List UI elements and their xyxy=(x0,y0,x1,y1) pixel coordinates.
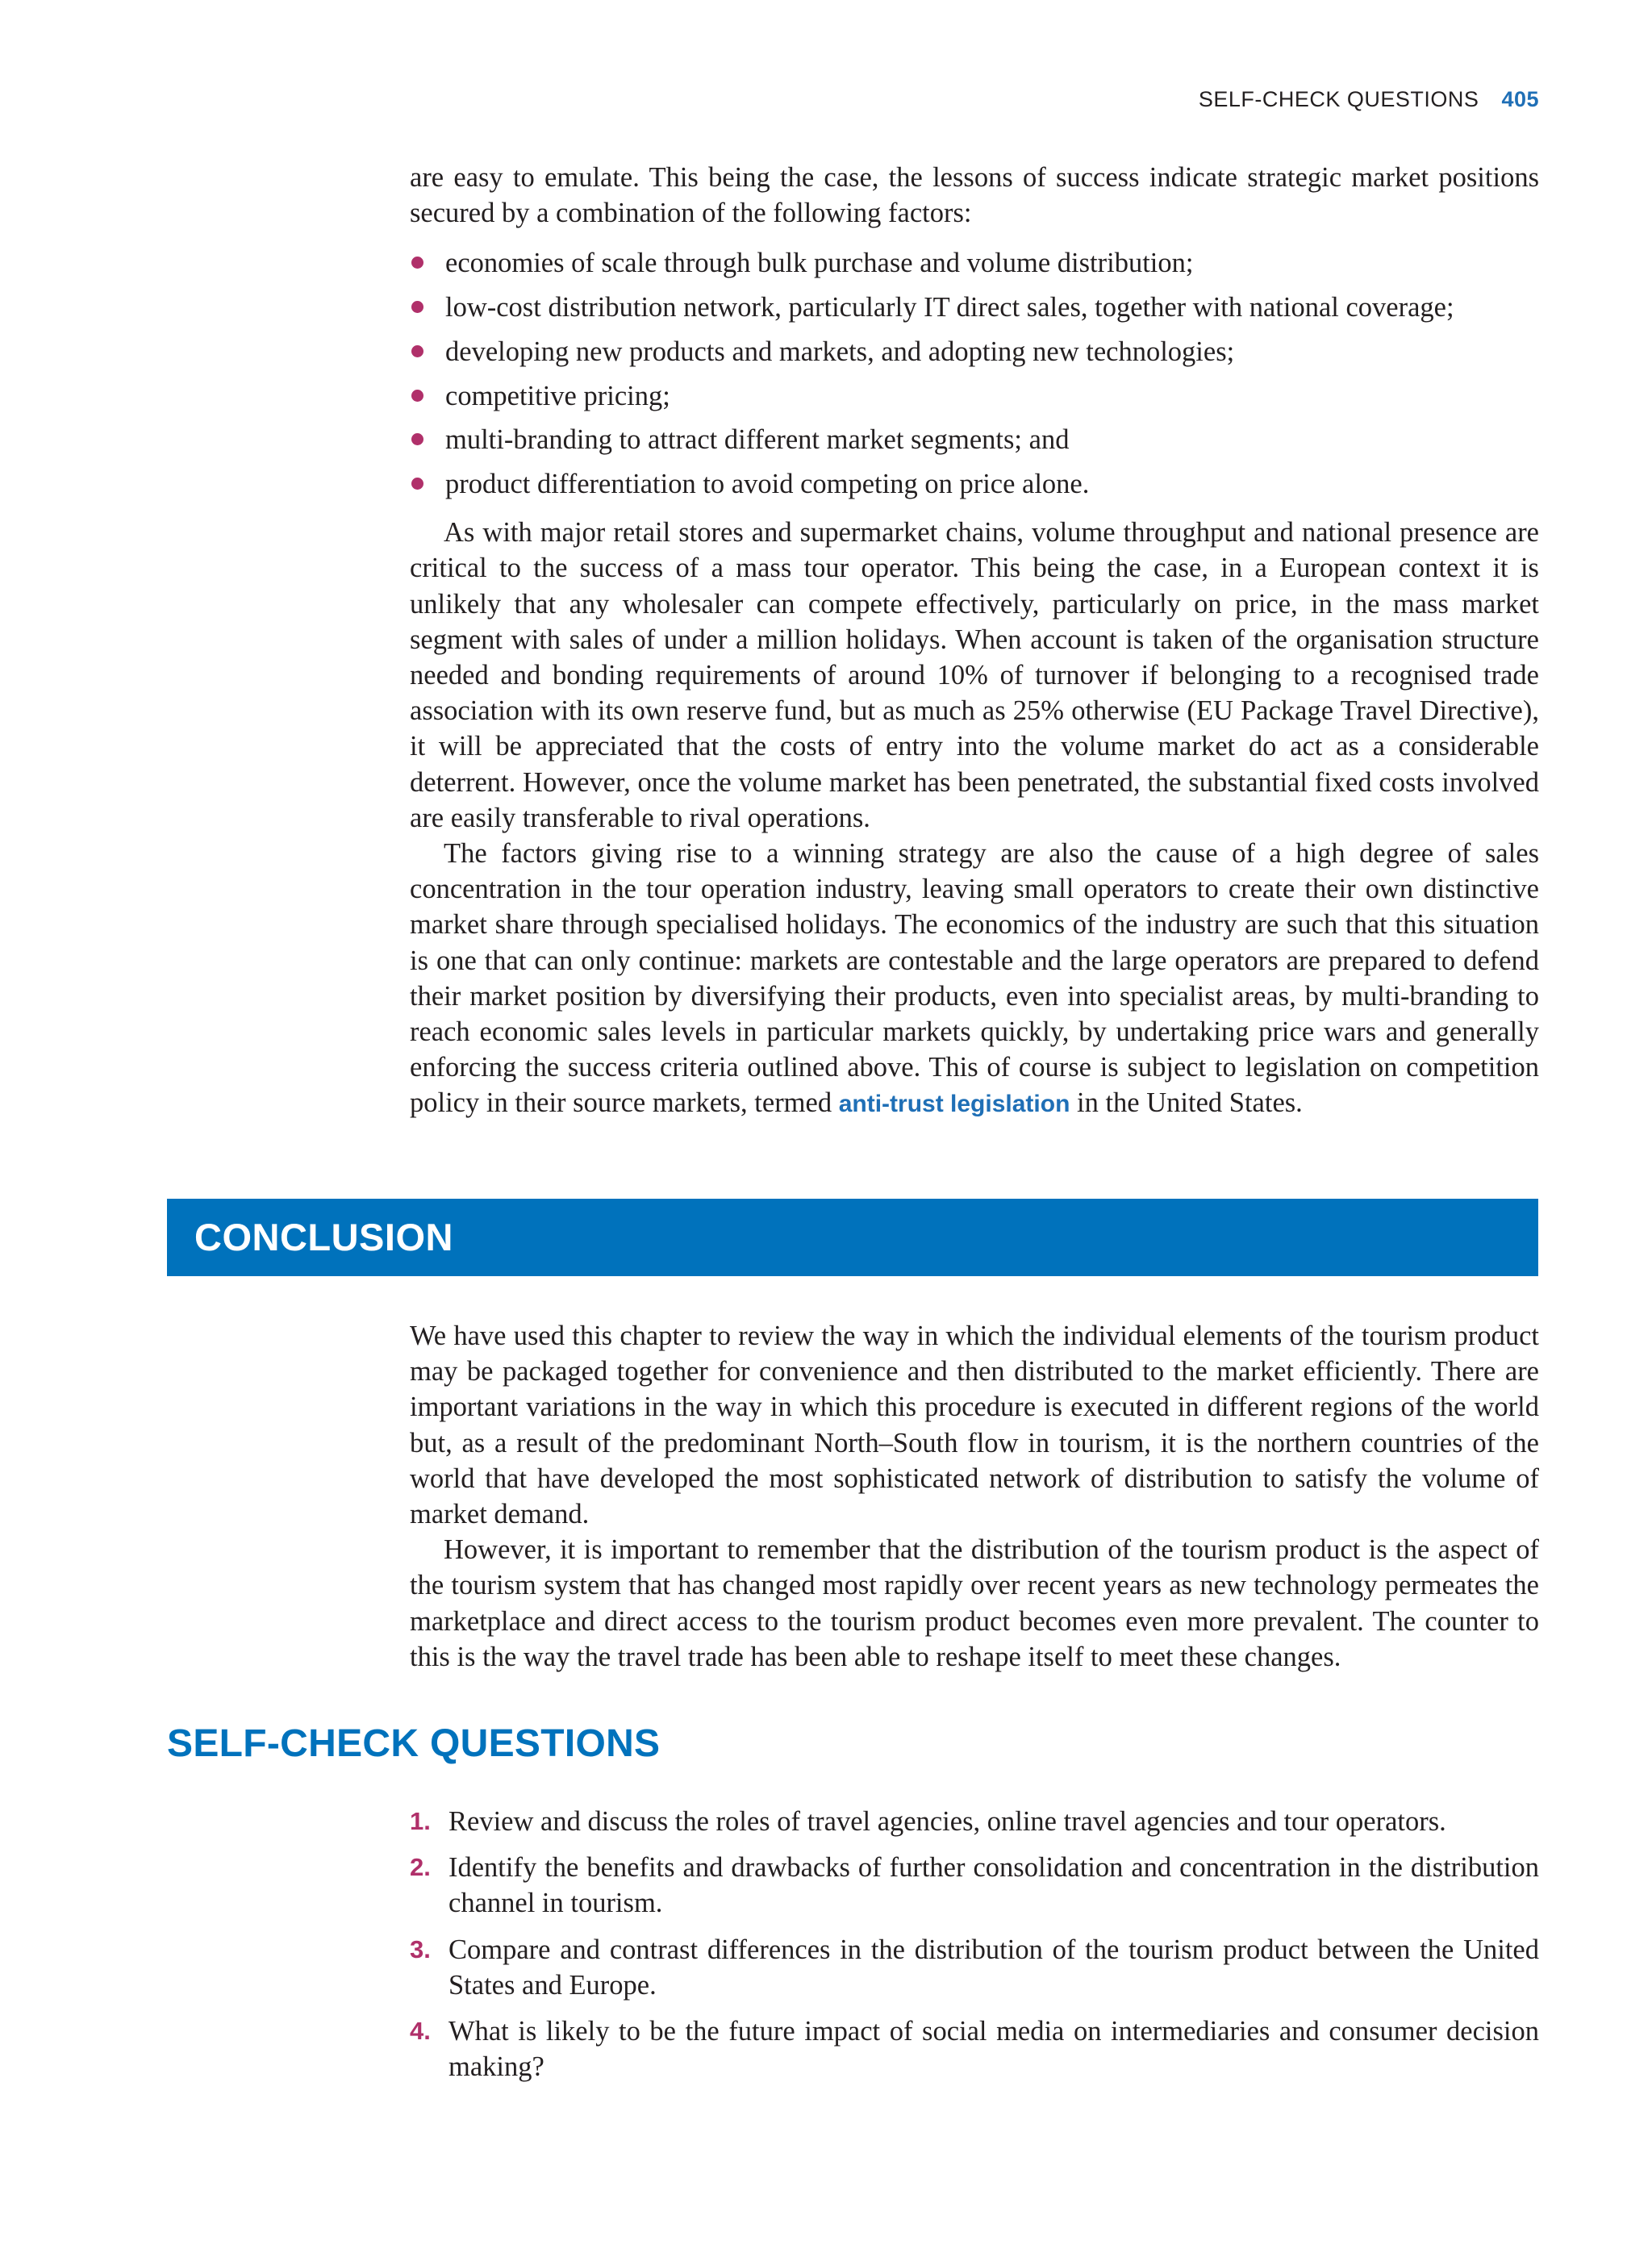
list-item: developing new products and markets, and adopting new technologies; xyxy=(410,334,1539,369)
factor-list xyxy=(410,245,1539,502)
bullet-icon xyxy=(411,433,423,445)
bullet-icon xyxy=(411,390,423,402)
list-item: low-cost distribution network, particularly IT direct sales, together with national coverage; xyxy=(410,290,1539,325)
conclusion-heading: CONCLUSION xyxy=(194,1216,453,1258)
bullet-icon xyxy=(411,345,423,357)
question-number: 4. xyxy=(410,2017,431,2046)
bullet-icon xyxy=(411,257,423,269)
list-item: competitive pricing; xyxy=(410,378,1539,414)
bullet-icon xyxy=(411,301,423,313)
bullet-icon xyxy=(411,478,423,490)
main-text-block xyxy=(410,160,1539,1123)
self-check-block xyxy=(410,1804,1539,2095)
paragraph-volume-throughput: As with major retail stores and supermarket chains, volume throughput and national presence are critical to the success of a mass tour operator. This being the case, in a European context it is unlikely that any wholesaler can compete effectively, particularly on price, in the mass market segment with sales of under a million holidays. When account is taken of the organisation structure needed and bonding requirements of around 10% of turnover if belonging to a recognised trade association with its own reserve fund, but as much as 25% otherwise (EU Package Travel Directive), it will be appreciated that the costs of entry into the volume market do act as a considerable deterrent. However, once the volume market has been penetrated, the substantial fixed costs involved are easily transferable to rival operations. xyxy=(410,517,1539,833)
question-item: 2. Identify the benefits and drawbacks of further consolidation and concentration in the distribution channel in tourism. xyxy=(410,1850,1539,1921)
conclusion-heading-bar xyxy=(167,1199,1538,1276)
list-item: economies of scale through bulk purchase and volume distribution; xyxy=(410,245,1539,281)
conclusion-text-block xyxy=(410,1318,1539,1675)
running-head-section: SELF-CHECK QUESTIONS xyxy=(1198,87,1479,111)
paragraph-winning-strategy: The factors giving rise to a winning strategy are also the cause of a high degree of sales concentration in the tour operation industry, leaving small operators to create their own distinctive market share through specialised holidays. The economics of the industry are such that this situation is one that can only continue: markets are contestable and the large operators are prepared to defend their market position by diversifying their products, even into specialist areas, by multi-branding to reach economic sales levels in particular markets quickly, by undertaking price wars and generally enforcing the success criteria outlined above. This of course is subject to legislation on competition policy in their source markets, termed anti-trust legislation in the United States. xyxy=(410,837,1539,1119)
question-item: 3. Compare and contrast differences in the distribution of the tourism product between the United States and Europe. xyxy=(410,1932,1539,2003)
keyterm-link[interactable]: anti-trust legislation xyxy=(838,1091,1070,1118)
intro-paragraph: are easy to emulate. This being the case, the lessons of success indicate strategic market positions secured by a combination of the following factors: xyxy=(410,162,1539,229)
page-number: 405 xyxy=(1501,87,1539,111)
running-head xyxy=(1199,87,1539,112)
question-number: 1. xyxy=(410,1807,431,1835)
question-number: 2. xyxy=(410,1853,431,1882)
question-list xyxy=(410,1804,1539,2084)
list-item: product differentiation to avoid competing on price alone. xyxy=(410,466,1539,502)
list-item: multi-branding to attract different market segments; and xyxy=(410,422,1539,457)
question-item: 1. Review and discuss the roles of travel agencies, online travel agencies and tour operators. xyxy=(410,1804,1539,1839)
question-item: 4. What is likely to be the future impact of social media on intermediaries and consumer decision making? xyxy=(410,2013,1539,2084)
self-check-heading: SELF-CHECK QUESTIONS xyxy=(167,1722,661,1765)
conclusion-paragraph-1: We have used this chapter to review the way in which the individual elements of the tourism product may be packaged together for convenience and then distributed to the market efficiently. There are important variations in the way in which this procedure is executed in different regions of the world but, as a result of the predominant North–South flow in tourism, it is the northern countries of the world that have developed the most sophisticated network of distribution to satisfy the volume of market demand. xyxy=(410,1321,1539,1530)
conclusion-paragraph-2: However, it is important to remember that the distribution of the tourism product is the aspect of the tourism system that has changed most rapidly over recent years as new technology permeates the marketplace and direct access to the tourism product becomes even more prevalent. The counter to this is the way the travel trade has been able to reshape itself to meet these changes. xyxy=(410,1534,1539,1672)
question-number: 3. xyxy=(410,1934,431,1963)
